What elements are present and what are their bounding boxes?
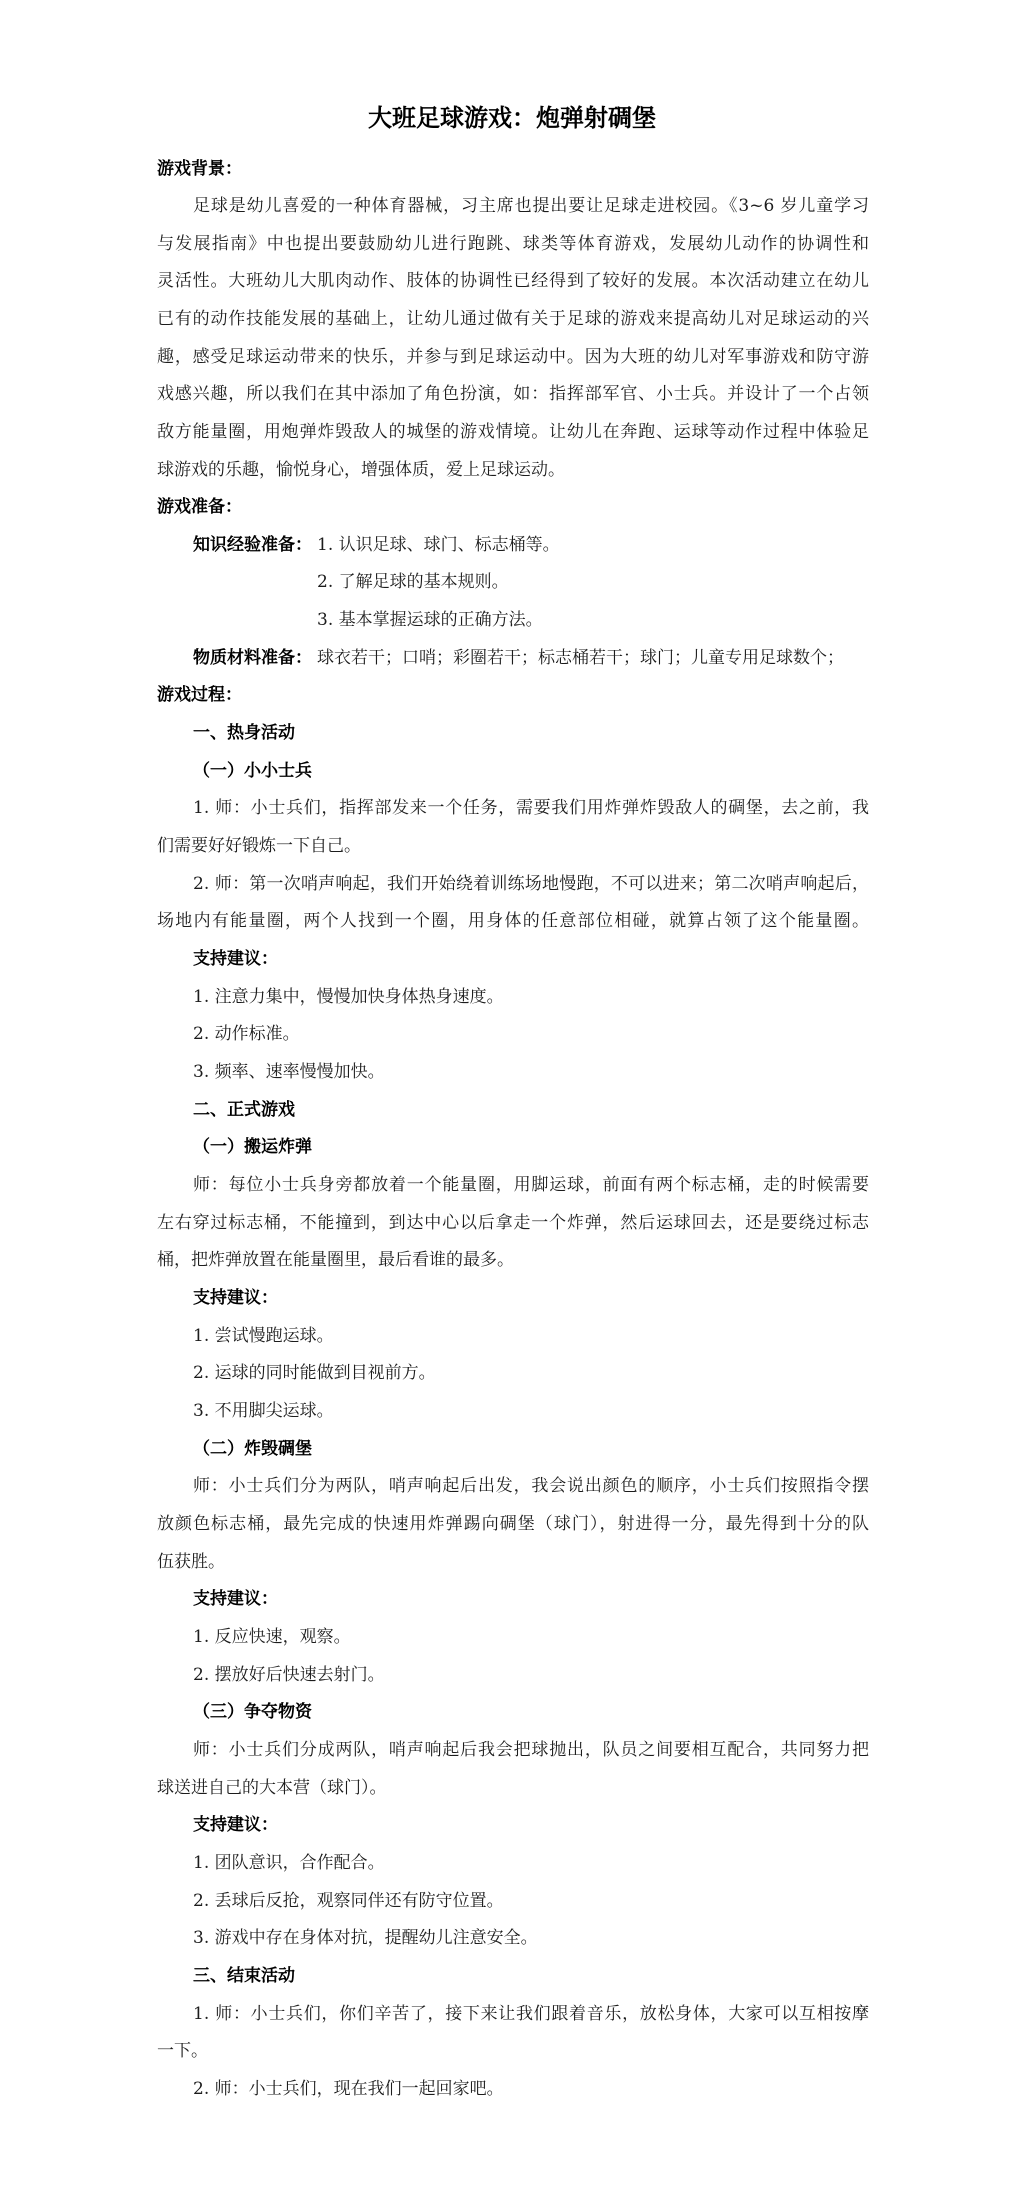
tip-item: 2. 运球的同时能做到目视前方。 <box>193 1363 436 1383</box>
background-line: 与发展指南》中也提出要鼓励幼儿进行跑跳、球类等体育游戏，发展幼儿动作的协调性和 <box>157 234 869 254</box>
part2-subheading: （一）搬运炸弹 <box>193 1137 312 1157</box>
knowledge-item: 3. 基本掌握运球的正确方法。 <box>317 610 543 630</box>
material-label: 物质材料准备： <box>193 648 312 668</box>
paragraph-line: 师：每位小士兵身旁都放着一个能量圈，用脚运球，前面有两个标志桶，走的时候需要 <box>193 1175 869 1195</box>
preparation-heading: 游戏准备： <box>157 497 242 517</box>
paragraph-line: 放颜色标志桶，最先完成的快速用炸弹踢向碉堡（球门），射进得一分，最先得到十分的队 <box>157 1514 869 1534</box>
background-line: 趣，感受足球运动带来的快乐，并参与到足球运动中。因为大班的幼儿对军事游戏和防守游 <box>157 347 869 367</box>
background-line: 戏感兴趣，所以我们在其中添加了角色扮演，如：指挥部军官、小士兵。并设计了一个占领 <box>157 384 869 404</box>
background-line: 球游戏的乐趣，愉悦身心，增强体质，爱上足球运动。 <box>157 460 565 480</box>
tip-item: 1. 注意力集中，慢慢加快身体热身速度。 <box>193 987 504 1007</box>
knowledge-item: 2. 了解足球的基本规则。 <box>317 572 509 592</box>
tip-item: 1. 团队意识，合作配合。 <box>193 1853 385 1873</box>
part2-heading: 二、正式游戏 <box>193 1100 295 1120</box>
tip-item: 3. 不用脚尖运球。 <box>193 1401 334 1421</box>
tip-item: 1. 尝试慢跑运球。 <box>193 1326 334 1346</box>
process-heading: 游戏过程： <box>157 685 242 705</box>
part3-heading: 三、结束活动 <box>193 1966 295 1986</box>
paragraph-line: 师：小士兵们分成两队，哨声响起后我会把球抛出，队员之间要相互配合，共同努力把 <box>193 1740 869 1760</box>
knowledge-label: 知识经验准备： <box>193 535 312 555</box>
paragraph-line: 2. 师：小士兵们，现在我们一起回家吧。 <box>193 2079 504 2099</box>
paragraph-line: 2. 师：第一次哨声响起，我们开始绕着训练场地慢跑，不可以进来；第二次哨声响起后， <box>193 874 869 894</box>
tip-item: 3. 游戏中存在身体对抗，提醒幼儿注意安全。 <box>193 1928 538 1948</box>
background-heading: 游戏背景： <box>157 159 242 179</box>
tips-label: 支持建议： <box>193 1815 278 1835</box>
paragraph-line: 1. 师：小士兵们，你们辛苦了，接下来让我们跟着音乐，放松身体，大家可以互相按摩 <box>193 2004 869 2024</box>
knowledge-item: 1. 认识足球、球门、标志桶等。 <box>317 535 560 555</box>
paragraph-line: 师：小士兵们分为两队，哨声响起后出发，我会说出颜色的顺序，小士兵们按照指令摆 <box>193 1476 869 1496</box>
paragraph-line: 场地内有能量圈，两个人找到一个圈，用身体的任意部位相碰，就算占领了这个能量圈。 <box>157 911 869 931</box>
background-line: 敌方能量圈，用炮弹炸毁敌人的城堡的游戏情境。让幼儿在奔跑、运球等动作过程中体验足 <box>157 422 869 442</box>
part2-subheading: （三）争夺物资 <box>193 1702 312 1722</box>
paragraph-line: 一下。 <box>157 2041 208 2061</box>
background-line: 已有的动作技能发展的基础上，让幼儿通过做有关于足球的游戏来提高幼儿对足球运动的兴 <box>157 309 869 329</box>
tip-item: 2. 动作标准。 <box>193 1024 300 1044</box>
tip-item: 2. 丢球后反抢，观察同伴还有防守位置。 <box>193 1891 504 1911</box>
paragraph-line: 们需要好好锻炼一下自己。 <box>157 836 361 856</box>
tips-label: 支持建议： <box>193 949 278 969</box>
material-text: 球衣若干；口哨；彩圈若干；标志桶若干；球门；儿童专用足球数个； <box>317 648 844 668</box>
paragraph-line: 球送进自己的大本营（球门）。 <box>157 1778 387 1798</box>
background-line: 足球是幼儿喜爱的一种体育器械，习主席也提出要让足球走进校园。《3~6 岁儿童学习 <box>193 196 869 216</box>
paragraph-line: 桶，把炸弹放置在能量圈里，最后看谁的最多。 <box>157 1250 514 1270</box>
tips-label: 支持建议： <box>193 1589 278 1609</box>
background-line: 灵活性。大班幼儿大肌肉动作、肢体的协调性已经得到了较好的发展。本次活动建立在幼儿 <box>157 271 869 291</box>
part1-heading: 一、热身活动 <box>193 723 295 743</box>
tip-item: 1. 反应快速，观察。 <box>193 1627 351 1647</box>
paragraph-line: 1. 师：小士兵们，指挥部发来一个任务，需要我们用炸弹炸毁敌人的碉堡，去之前，我 <box>193 798 869 818</box>
tip-item: 2. 摆放好后快速去射门。 <box>193 1665 385 1685</box>
part1-subheading: （一）小小士兵 <box>193 761 312 781</box>
part2-subheading: （二）炸毁碉堡 <box>193 1439 312 1459</box>
tips-label: 支持建议： <box>193 1288 278 1308</box>
paragraph-line: 左右穿过标志桶，不能撞到，到达中心以后拿走一个炸弹，然后运球回去，还是要绕过标志 <box>157 1213 869 1233</box>
document-title: 大班足球游戏：炮弹射碉堡 <box>368 104 656 132</box>
tip-item: 3. 频率、速率慢慢加快。 <box>193 1062 385 1082</box>
paragraph-line: 伍获胜。 <box>157 1552 225 1572</box>
